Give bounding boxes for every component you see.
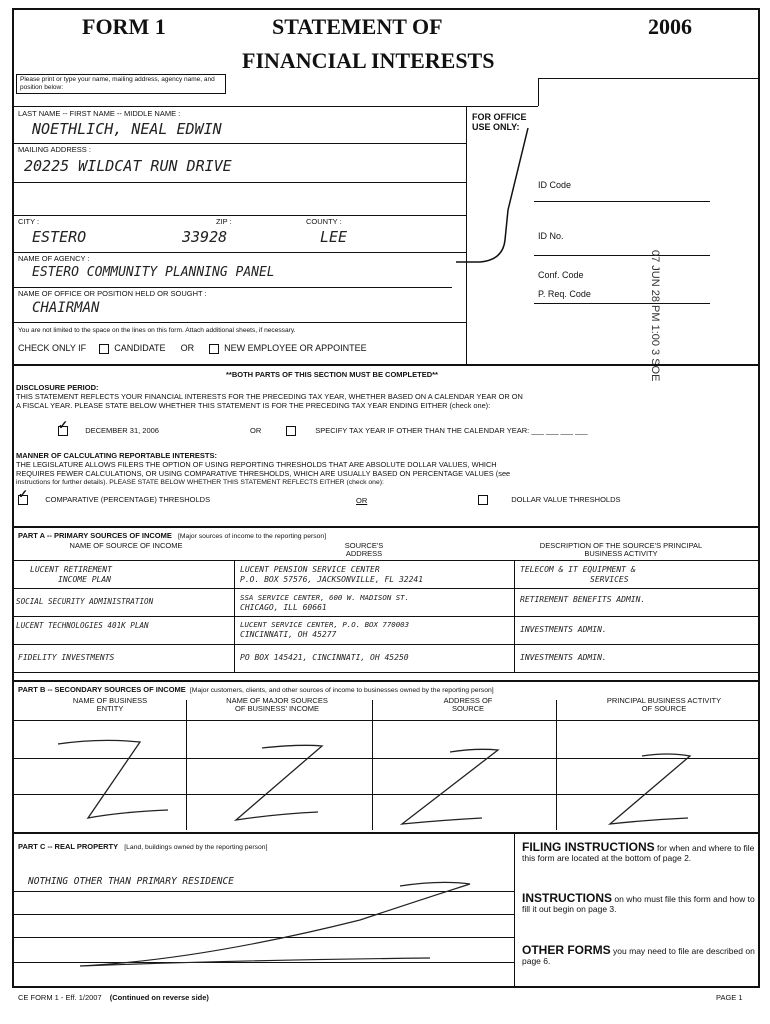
mailing-label: MAILING ADDRESS :	[18, 145, 91, 154]
part-a-subheading: [Major sources of income to the reporting person]	[178, 533, 327, 540]
part-b-col4-head: PRINCIPAL BUSINESS ACTIVITY OF SOURCE	[606, 696, 722, 713]
part-b-col3-head: ADDRESS OF SOURCE	[443, 696, 493, 713]
title-line2: FINANCIAL INTERESTS	[242, 48, 495, 73]
other-head: OTHER FORMS	[522, 943, 611, 957]
dec31-checkbox[interactable]: ✓	[58, 426, 68, 436]
row1-name1: LUCENT RETIREMENT	[30, 565, 112, 574]
comparative-label: COMPARATIVE (PERCENTAGE) THRESHOLDS	[45, 494, 211, 504]
period-text-1: THIS STATEMENT REFLECTS YOUR FINANCIAL INTERESTS FOR THE PRECEDING TAX YEAR, WHETHER BASED ON A CALENDAR YEAR OR ON	[16, 392, 523, 401]
manner-text-1: THE LEGISLATURE ALLOWS FILERS THE OPTION OF USING REPORTING THRESHOLDS THAT ARE ABSOLUTE DOLLAR VALUES, WHICH	[16, 460, 497, 469]
footer-page: PAGE 1	[716, 993, 743, 1002]
part-b-col1-head: NAME OF BUSINESS ENTITY	[72, 696, 148, 713]
row1-addr2: P.O. BOX 57576, JACKSONVILLE, FL 32241	[240, 575, 424, 584]
candidate-label: CANDIDATE	[114, 343, 166, 353]
comparative-checkbox[interactable]: ✓	[18, 495, 28, 505]
specify-label: SPECIFY TAX YEAR IF OTHER THAN THE CALENDAR YEAR:	[315, 425, 530, 435]
conf-code-label: Conf. Code	[538, 270, 584, 280]
dec31-label: DECEMBER 31, 2006	[85, 425, 159, 435]
id-no-label: ID No.	[538, 231, 564, 241]
row3-desc1: INVESTMENTS ADMIN.	[520, 625, 607, 634]
row1-addr1: LUCENT PENSION SERVICE CENTER	[240, 565, 380, 574]
filing-text: for when and where to file this form are located at the bottom of page 2.	[522, 843, 755, 863]
part-a-heading: PART A -- PRIMARY SOURCES OF INCOME	[18, 531, 172, 540]
manner-text-3: instructions for further details). PLEASE STATE BELOW WHETHER THIS STATEMENT REFLECTS EITHER (check one):	[16, 479, 384, 486]
city-value: ESTERO	[32, 228, 87, 246]
received-stamp: 07 JUN 28 PM 1:00 3 SOE	[649, 250, 661, 382]
row2-name1: SOCIAL SECURITY ADMINISTRATION	[16, 597, 154, 606]
office-use-label: FOR OFFICE USE ONLY:	[472, 112, 527, 132]
instr-text: on who must file this form and how to fill it out begin on page 3.	[522, 894, 755, 914]
manner-heading: MANNER OF CALCULATING REPORTABLE INTERESTS:	[16, 451, 217, 460]
part-a-col3-head: DESCRIPTION OF THE SOURCE'S PRINCIPAL BUSINESS ACTIVITY	[539, 541, 703, 558]
id-code-label: ID Code	[538, 180, 572, 190]
name-label: LAST NAME -- FIRST NAME -- MIDDLE NAME :	[18, 109, 181, 118]
manner-or: OR	[356, 496, 368, 505]
not-limited-note: You are not limited to the space on the lines on this form. Attach additional sheets, if necessary.	[18, 327, 296, 334]
filing-instructions	[522, 842, 756, 863]
row1-name2: INCOME PLAN	[58, 575, 111, 584]
check-only-label: CHECK ONLY IF	[18, 343, 87, 353]
county-label: COUNTY :	[306, 217, 342, 226]
footer-form-id: CE FORM 1 - Eff. 1/2007	[18, 993, 102, 1002]
row1-desc2: SERVICES	[590, 575, 629, 584]
part-b-col2-head: NAME OF MAJOR SOURCES OF BUSINESS' INCOME	[226, 696, 328, 713]
office-value: CHAIRMAN	[32, 300, 100, 316]
period-or: OR	[250, 426, 262, 435]
filing-head: FILING INSTRUCTIONS	[522, 840, 655, 854]
row3-name1: LUCENT TECHNOLOGIES 401K PLAN	[16, 621, 149, 630]
office-label: NAME OF OFFICE OR POSITION HELD OR SOUGHT :	[18, 289, 207, 298]
row3-addr1: LUCENT SERVICE CENTER, P.O. BOX 770003	[240, 620, 410, 629]
row3-addr2: CINCINNATI, OH 45277	[240, 630, 337, 639]
footer-left	[18, 994, 209, 1002]
part-c-entry: NOTHING OTHER THAN PRIMARY RESIDENCE	[28, 876, 234, 887]
disclosure-banner: **BOTH PARTS OF THIS SECTION MUST BE COMPLETED**	[226, 370, 438, 379]
part-a-col2-head: SOURCE'S ADDRESS	[344, 541, 384, 558]
part-b-heading: PART B -- SECONDARY SOURCES OF INCOME	[18, 685, 186, 694]
print-instruction: Please print or type your name, mailing address, agency name, and position below:	[16, 74, 226, 94]
name-value: NOETHLICH, NEAL EDWIN	[32, 120, 222, 138]
zip-label: ZIP :	[216, 217, 232, 226]
dollar-label: DOLLAR VALUE THRESHOLDS	[511, 494, 621, 504]
row2-addr1: SSA SERVICE CENTER, 600 W. MADISON ST.	[240, 593, 410, 602]
period-text-2: A FISCAL YEAR. PLEASE STATE BELOW WHETHER THIS STATEMENT IS FOR THE PRECEDING TAX YEAR ENDING EITHER (check one):	[16, 401, 491, 410]
form-number: FORM 1	[82, 14, 166, 39]
specify-row: SPECIFY TAX YEAR IF OTHER THAN THE CALENDAR YEAR: ___ ___ ___ ___	[286, 426, 588, 436]
agency-label: NAME OF AGENCY :	[18, 254, 90, 263]
period-heading: DISCLOSURE PERIOD:	[16, 383, 99, 392]
county-value: LEE	[320, 228, 348, 246]
part-b-subheading: [Major customers, clients, and other sources of income to businesses owned by the reporting person]	[189, 687, 494, 694]
row4-addr1: PO BOX 145421, CINCINNATI, OH 45250	[240, 653, 409, 662]
other-text: you may need to file are described on page 6.	[522, 946, 755, 966]
or-label: OR	[180, 343, 195, 353]
footer-continued: (Continued on reverse side)	[109, 993, 209, 1002]
row2-addr2: CHICAGO, ILL 60661	[240, 603, 327, 612]
instr-head: INSTRUCTIONS	[522, 891, 612, 905]
form-year: 2006	[648, 14, 692, 39]
manner-text-2: REQUIRES FEWER CALCULATIONS, OR USING COMPARATIVE THRESHOLDS, WHICH ARE USUALLY BASED ON PERCENTAGE VALUES (see	[16, 469, 511, 478]
p-req-code-label: P. Req. Code	[538, 289, 591, 299]
new-employee-label: NEW EMPLOYEE OR APPOINTEE	[224, 343, 367, 353]
zip-value: 33928	[182, 228, 228, 246]
instructions-block	[522, 893, 756, 914]
part-c-subheading: [Land, buildings owned by the reporting person]	[124, 844, 268, 851]
row1-desc1: TELECOM & IT EQUIPMENT &	[520, 565, 636, 574]
other-forms-block	[522, 945, 756, 966]
row4-desc1: INVESTMENTS ADMIN.	[520, 653, 607, 662]
row4-name1: FIDELITY INVESTMENTS	[18, 653, 115, 662]
part-c-heading: PART C -- REAL PROPERTY	[18, 842, 119, 851]
mailing-value: 20225 WILDCAT RUN DRIVE	[24, 157, 232, 175]
part-a-col1-head: NAME OF SOURCE OF INCOME	[69, 541, 183, 550]
title-line1: STATEMENT OF	[272, 14, 443, 39]
row2-desc1: RETIREMENT BENEFITS ADMIN.	[520, 595, 646, 604]
agency-value: ESTERO COMMUNITY PLANNING PANEL	[32, 265, 275, 280]
city-label: CITY :	[18, 217, 40, 226]
